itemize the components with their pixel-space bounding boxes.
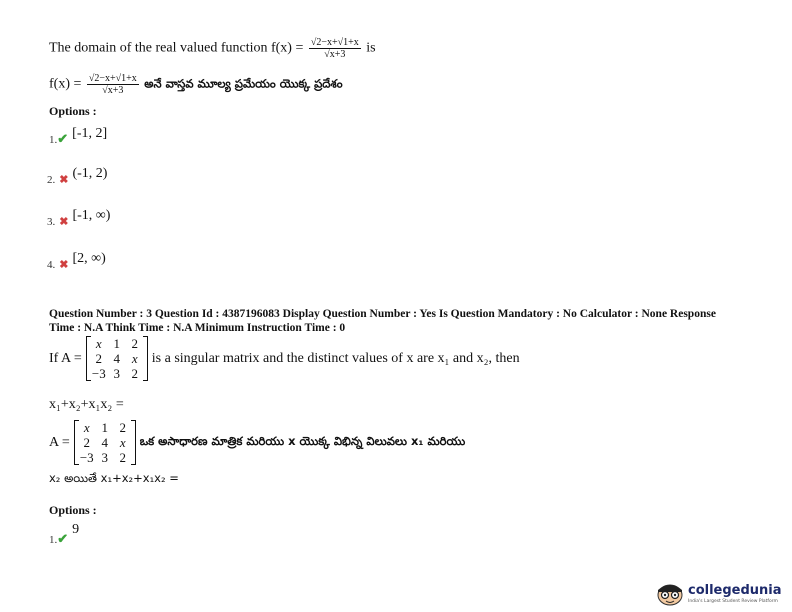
q2-lhs: If A = xyxy=(49,350,82,366)
q2-telugu-statement xyxy=(49,420,465,465)
option-number: 1. xyxy=(49,134,58,146)
q1-prefix: The domain of the real valued function f(x) = xyxy=(49,40,304,56)
correct-check-icon: ✔ xyxy=(57,531,69,546)
option-number: 1. xyxy=(49,534,58,546)
q2-tel-text: ఒక అసాధారణ మాత్రిక మరియు x యొక్క విభిన్న విలువలు x₁ మరియు xyxy=(139,434,466,448)
q1-option-4[interactable] xyxy=(47,249,106,271)
matrix-cell: x xyxy=(95,336,102,351)
wrong-cross-icon: ✖ xyxy=(59,259,69,271)
q1-tel-lhs: f(x) = xyxy=(49,76,82,92)
option-number: 3. xyxy=(47,216,56,228)
q2-tel-matrix xyxy=(74,420,136,465)
matrix-cell: 2 xyxy=(119,420,126,435)
q1-tel-numerator: √2−x+√1+x xyxy=(88,73,137,84)
mascot-icon xyxy=(655,580,685,606)
q2-options-label: Options : xyxy=(49,503,97,517)
matrix-cell: x xyxy=(119,435,126,450)
matrix-cell: −3 xyxy=(79,450,94,465)
matrix-cell: 1 xyxy=(113,336,121,351)
q2-tel-line2-text: x₂ అయితే x₁+x₂+x₁x₂ = xyxy=(49,471,179,485)
matrix-cell: 3 xyxy=(113,366,121,381)
matrix-cell: x xyxy=(83,420,90,435)
q1-tel-fraction xyxy=(87,73,139,96)
q1-tel-text: అనే వాస్తవ మూల్య ప్రమేయం యొక్క ప్రదేశం xyxy=(144,76,343,91)
option-text: [-1, 2] xyxy=(72,126,108,141)
matrix-cell: 3 xyxy=(101,450,108,465)
wrong-cross-icon: ✖ xyxy=(59,216,69,228)
q1-suffix: is xyxy=(366,40,376,56)
matrix-cell: 1 xyxy=(101,420,108,435)
q2-tel-line2 xyxy=(49,471,179,488)
matrix-cell: 2 xyxy=(119,450,126,465)
option-text: (-1, 2) xyxy=(72,166,108,181)
q1-tel-denominator: √x+3 xyxy=(102,85,124,96)
question-meta xyxy=(49,307,759,335)
matrix-cell: 2 xyxy=(95,351,103,366)
q2-matrix xyxy=(86,336,148,381)
q1-option-2[interactable] xyxy=(47,164,108,186)
logo-text: collegedunia xyxy=(688,583,782,598)
matrix-cell: x xyxy=(131,351,138,366)
q1-options-label: Options : xyxy=(49,104,97,118)
correct-check-icon: ✔ xyxy=(57,131,69,146)
q2-statement xyxy=(49,336,520,381)
option-text: [2, ∞) xyxy=(72,251,106,266)
matrix-cell: 2 xyxy=(83,435,90,450)
q1-option-1[interactable] xyxy=(49,124,108,146)
matrix-cell: 2 xyxy=(131,366,139,381)
wrong-cross-icon: ✖ xyxy=(59,174,69,186)
meta-line-2: Time : N.A Think Time : N.A Minimum Instruction Time : 0 xyxy=(49,322,346,334)
q1-option-3[interactable] xyxy=(47,206,111,228)
q2-tel-lhs: A = xyxy=(49,434,70,450)
option-number: 4. xyxy=(47,259,56,271)
option-text: 9 xyxy=(72,522,80,537)
q2-option-1[interactable] xyxy=(49,520,80,546)
matrix-cell: 2 xyxy=(131,336,139,351)
q1-fraction xyxy=(309,37,361,60)
matrix-cell: −3 xyxy=(91,366,106,381)
q1-telugu-statement xyxy=(49,73,343,96)
meta-line-1: Question Number : 3 Question Id : 4387196083 Display Question Number : Yes Is Question Mandatory : No Calculator : None Response xyxy=(49,308,716,320)
q2-text: is a singular matrix and the distinct values of x are x₁ and x₂, then xyxy=(151,350,520,366)
matrix-cell: 4 xyxy=(113,351,121,366)
q2-expression: x₁+x₂+x₁x₂ = xyxy=(49,397,124,412)
logo-tagline: India's Largest Student Review Platform xyxy=(688,599,778,604)
q1-numerator: √2−x+√1+x xyxy=(310,37,359,48)
option-text: [-1, ∞) xyxy=(72,208,111,223)
matrix-cell: 4 xyxy=(101,435,108,450)
q1-statement xyxy=(49,37,376,60)
collegedunia-logo xyxy=(655,580,790,606)
q1-denominator: √x+3 xyxy=(324,49,346,60)
option-number: 2. xyxy=(47,174,56,186)
